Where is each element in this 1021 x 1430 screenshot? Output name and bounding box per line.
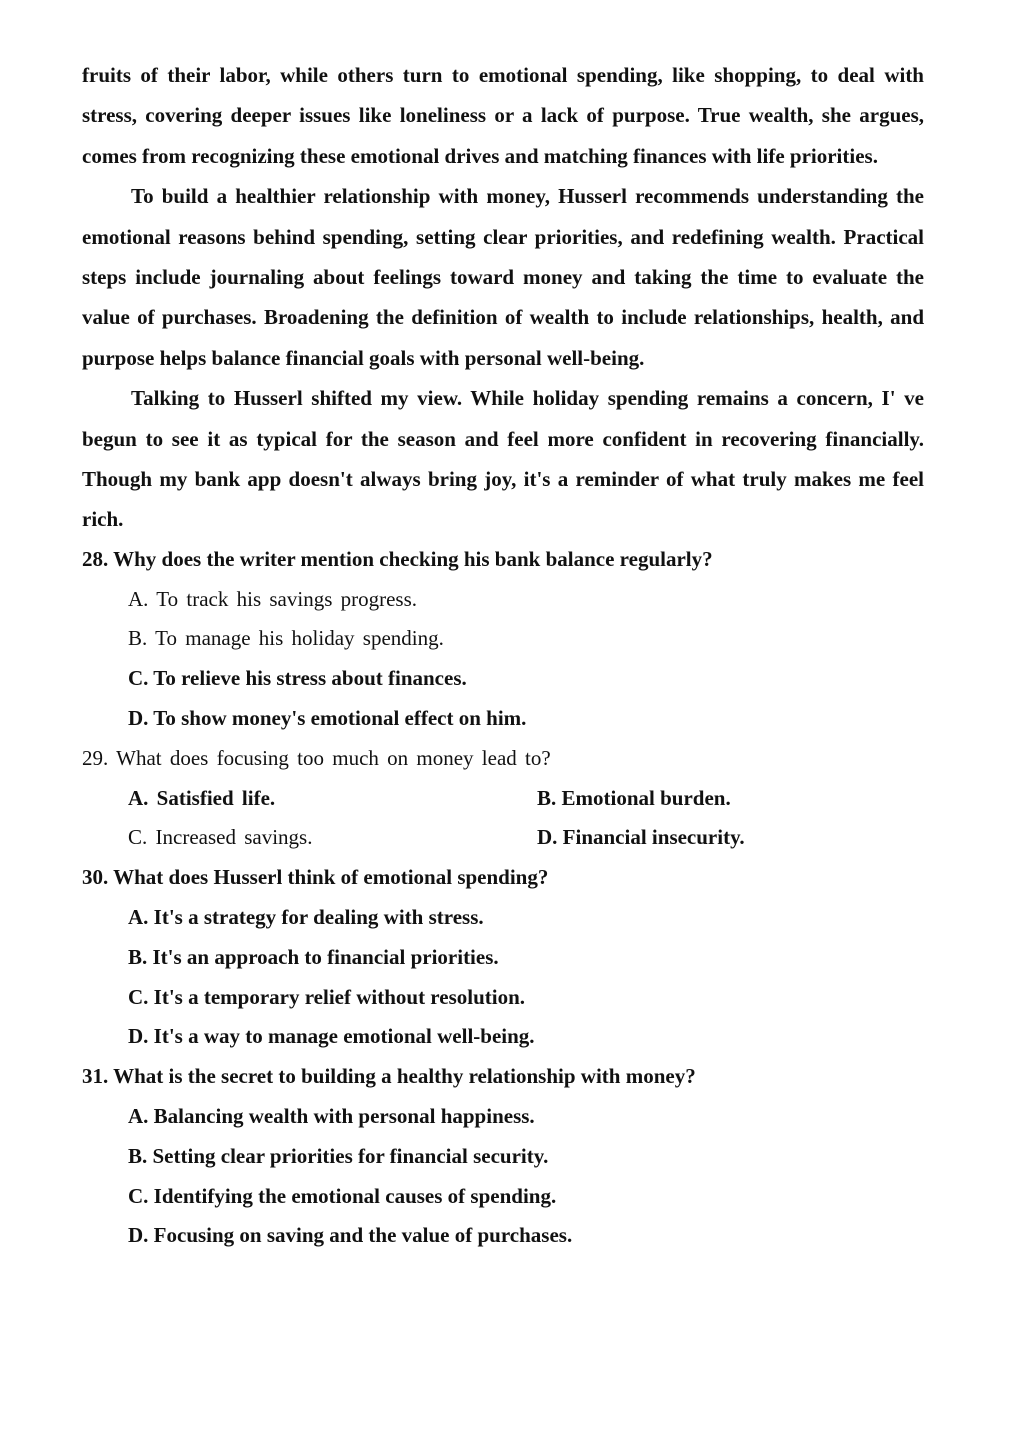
question-29-stem: 29. What does focusing too much on money lead to? xyxy=(82,745,551,770)
question-28-option-b[interactable]: B. To manage his holiday spending. xyxy=(128,626,444,651)
passage-paragraph-1: fruits of their labor, while others turn to emotional spending, like shopping, to deal with stress, covering deeper issues like loneliness or a lack of purpose. True wealth, she argues, comes from recognizing these emotional drives and matching finances with life priorities. xyxy=(82,63,924,168)
question-28-option-c[interactable]: C. To relieve his stress about finances. xyxy=(128,666,467,691)
question-28-option-a[interactable]: A. To track his savings progress. xyxy=(128,586,418,611)
question-31-stem: 31. What is the secret to building a healthy relationship with money? xyxy=(82,1064,696,1089)
passage-paragraph-2: To build a healthier relationship with money, Husserl recommends understanding the emotional reasons behind spending, setting clear priorities, and redefining wealth. Practical steps include journaling about feelings toward money and taking the time to evaluate the value of purchases. Broadening the definition of wealth to include relationships, health, and purpose helps balance financial goals with personal well-being. xyxy=(82,184,924,370)
question-29 xyxy=(82,739,924,858)
question-30-option-b[interactable]: B. It's an approach to financial priorities. xyxy=(128,944,499,969)
question-29-options-row-1 xyxy=(82,779,924,819)
question-30-stem: 30. What does Husserl think of emotional spending? xyxy=(82,865,549,890)
passage-paragraph-3: Talking to Husserl shifted my view. While holiday spending remains a concern, I' ve begun to see it as typical for the season and feel more confident in recovering financially. Though my bank app doesn't always bring joy, it's a reminder of what truly makes me feel rich. xyxy=(82,386,924,532)
document-page xyxy=(82,55,924,1256)
question-30-option-c[interactable]: C. It's a temporary relief without resolution. xyxy=(128,984,526,1009)
question-29-option-a[interactable]: A. Satisfied life. xyxy=(128,785,276,810)
question-31-option-c[interactable]: C. Identifying the emotional causes of spending. xyxy=(128,1183,557,1208)
question-31-option-a[interactable]: A. Balancing wealth with personal happiness. xyxy=(128,1104,535,1129)
question-28-option-d[interactable]: D. To show money's emotional effect on him. xyxy=(128,706,527,731)
question-29-options-row-2 xyxy=(82,818,924,858)
question-30 xyxy=(82,858,924,1057)
question-30-option-d[interactable]: D. It's a way to manage emotional well-being. xyxy=(128,1024,535,1049)
question-29-option-b[interactable]: B. Emotional burden. xyxy=(537,785,731,810)
question-28-stem: 28. Why does the writer mention checking his bank balance regularly? xyxy=(82,546,713,571)
question-30-option-a[interactable]: A. It's a strategy for dealing with stress. xyxy=(128,905,484,930)
question-29-option-d[interactable]: D. Financial insecurity. xyxy=(537,825,745,850)
question-31 xyxy=(82,1057,924,1256)
question-31-option-b[interactable]: B. Setting clear priorities for financial security. xyxy=(128,1143,549,1168)
question-29-option-c[interactable]: C. Increased savings. xyxy=(128,825,313,850)
question-28 xyxy=(82,540,924,739)
question-31-option-d[interactable]: D. Focusing on saving and the value of purchases. xyxy=(128,1223,573,1248)
